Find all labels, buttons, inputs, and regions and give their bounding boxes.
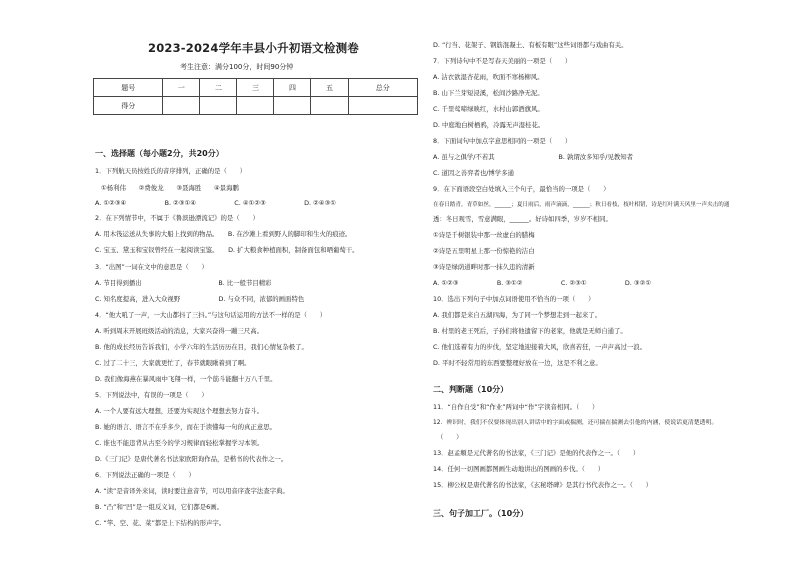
question-line: ②诗是五里明星上那一份惊艳的洁白 [433, 247, 535, 255]
question-line: B. 村里的老王死后，子孙们将他遗留下的老家，他就是无师自通了。 [433, 327, 627, 335]
question-line: 4．“他大吼了一声，一大山都抖了三抖。”与这句话运用的方法不一样的是（ ） [95, 311, 327, 319]
question-line: B. “凸”和“凹”是一组反义词，它们都是6画。 [95, 503, 224, 511]
table-cell: 得分 [94, 97, 163, 115]
question-line: D. 我们像海燕在暴风雨中飞翔一样，一个筋斗能翻十万八千里。 [95, 375, 277, 383]
question-line: B. 他的成长经历告诉我们，小学六年的生活历历在目，我们心情复杂极了。 [95, 343, 308, 351]
question-line: A. ①②③④ B. ②③①④ C. ④①②③ D. ②④③① [95, 199, 336, 207]
question-line: 8．下面词句中加点字意思相同的一项是（ ） [433, 137, 572, 145]
question-line: C. 知名度提高，进入大众视野 D. 与众不同，浓郁的画面特色 [95, 295, 305, 303]
question-line: A. 一个人要有远大理想，还要为实现这个理想去努力奋斗。 [95, 407, 264, 415]
score-input-cell[interactable] [274, 97, 311, 115]
question-line: C. 宝玉、黛玉和宝钗曾经在一起阅读宝鉴。 D. 扩大粮食种植面积，制备面包和晒葡萄干。 [95, 246, 359, 254]
score-input-cell[interactable] [163, 97, 200, 115]
question-line: B. 她的语言、语言不在乎多少，而在于读懂每一句的真正意思。 [95, 423, 276, 431]
table-cell: 二 [200, 79, 237, 97]
section-heading: 二、判断题（10分） [433, 385, 509, 394]
question-line: A. 我们都是来自五湖四海，为了同一个梦想走到一起来了。 [433, 311, 602, 319]
exam-notice: 考生注意：满分100分，时间90分钟 [180, 63, 294, 71]
question-line: D. 中庭地白树栖鸦，冷露无声湿桂花。 [433, 121, 545, 129]
question-line: （ ） [437, 433, 463, 441]
question-line: C. 千里莺啼绿映红，水村山郭酒旗风。 [433, 105, 544, 113]
question-line: A. ①②③ B. ③①② C. ②③① D. ③②① [433, 279, 652, 287]
table-cell: 三 [237, 79, 274, 97]
question-line: C. 谁也不能违背从古至今的学习规律而轻松掌握学习本领。 [95, 439, 264, 447]
table-cell: 题号 [94, 79, 163, 97]
question-line: 15．柳公权是唐代著名的书法家，《玄秘塔碑》是其行书代表作之一。（ ） [433, 481, 653, 489]
question-line: A. 沾衣欲湿杏花雨，吹面不寒杨柳风。 [433, 73, 544, 81]
question-line: A. 虽与之俱学/不若其 B. 孰谓汝多知乎/见教知者 [433, 153, 634, 161]
question-line: C. 过了二十三，大家就更忙了，春节就眼瞅着到了啊。 [95, 359, 251, 367]
question-line: 5．下列说法中，有误的一项是（ ） [95, 391, 208, 399]
score-input-cell[interactable] [348, 97, 418, 115]
question-line: 9．在下面语段空白处填入三个句子，最恰当的一项是（ ） [433, 185, 610, 193]
question-line: ①杨利伟 ②费俊龙 ③聂海胜 ④景海鹏 [101, 184, 239, 192]
question-line: C. “竿、空、花、菜”都是上下结构的形声字。 [95, 519, 226, 527]
question-line: C. 他们选着有力的步伐，坚定地迎接着大风，欣喜若狂，一声声高过一浪。 [433, 343, 647, 351]
question-line: 10．选出下列句子中加点词语使用不恰当的一项（ ） [433, 295, 595, 303]
score-input-cell[interactable] [200, 97, 237, 115]
question-line: 6．下列说法正确的一项是（ ） [95, 471, 195, 479]
score-table-score-row [94, 97, 418, 115]
question-line: A. 用木筏运送从失事的大船上找到的物品。 B. 在沙滩上看到野人的脚印和生火的痕迹。 [95, 230, 352, 238]
question-line: D. “行当、花架子、钢筋混凝土、有板有眼”这些词语都与戏曲有关。 [433, 41, 628, 49]
question-line: 14．任何一切图画都图画生动地讲出的图画的步伐。（ ） [433, 465, 605, 473]
question-line: 透：冬日观雪，雪意满眼，______。好诗如四季，岁岁不相同。 [433, 215, 612, 223]
score-input-cell[interactable] [311, 97, 348, 115]
page-title: 2023-2024学年丰县小升初语文检测卷 [148, 41, 359, 55]
question-line: A. “读”是音译外来词，读时要注意音节，可以用音序查字法查字典。 [95, 487, 289, 495]
question-line: C. 道因之善弈者也/博学多通 [433, 169, 514, 177]
question-line: 在春日踏青，青草如丝，______；夏日雨后，雨声滴滴，______；秋日看枝，枝叶相错，诗是红叶满天风里一声夹击的通 [433, 202, 730, 208]
question-line: A. 节目得到播出 B. 比一般节目精彩 [95, 279, 272, 287]
score-table-header-row [94, 79, 418, 97]
question-line: 7．下列诗句中不是写春天美丽的一项是（ ） [433, 57, 572, 65]
question-line: 12．辨识时，我们不仅要体现出别人讲话中的字面或揣测，还可揣在揣测去引他的内涵，使说话更清楚透明。 [433, 420, 718, 426]
question-line: 1．下列航天员按姓氏的音序排列，正确的是（ ） [95, 167, 247, 175]
question-line: D. 平时不轻常用的东西要整理好放在一边，这是不利之意。 [433, 359, 602, 367]
section-heading: 一、选择题（每小题2分，共20分） [95, 149, 224, 158]
section-heading: 三、句子加工厂。（10分） [433, 509, 529, 518]
table-cell: 一 [163, 79, 200, 97]
question-line: 2．在下列情节中，不属于《鲁滨逊漂流记》的是（ ） [95, 214, 259, 222]
table-cell: 四 [274, 79, 311, 97]
question-line: ③诗是绿荫道畔时那一抹久违的清新 [433, 263, 535, 271]
question-line: D.《三门记》是唐代著名书法家欧阳询作品，是楷书的代表作之一。 [95, 455, 288, 463]
question-line: ①诗是千树银装中那一丝虚白的腊梅 [433, 231, 535, 239]
score-input-cell[interactable] [237, 97, 274, 115]
question-line: 3．“出图”一词在文中的意思是（ ） [95, 263, 208, 271]
question-line: A. 听到周末开展班级活动的消息，大家兴奋得一蹦三尺高。 [95, 327, 264, 335]
table-cell: 总分 [348, 79, 418, 97]
question-line: B. 山下兰芽短浸溪，松间沙路净无泥。 [433, 89, 544, 97]
table-cell: 五 [311, 79, 348, 97]
question-line: 13．赵孟頫是元代著名的书法家，《三门记》是他的代表作之一。（ ） [433, 449, 640, 457]
score-table [93, 78, 418, 115]
question-line: 11．“自作自受”和“作业”两词中“作”字读音相同。（ ） [433, 403, 599, 411]
